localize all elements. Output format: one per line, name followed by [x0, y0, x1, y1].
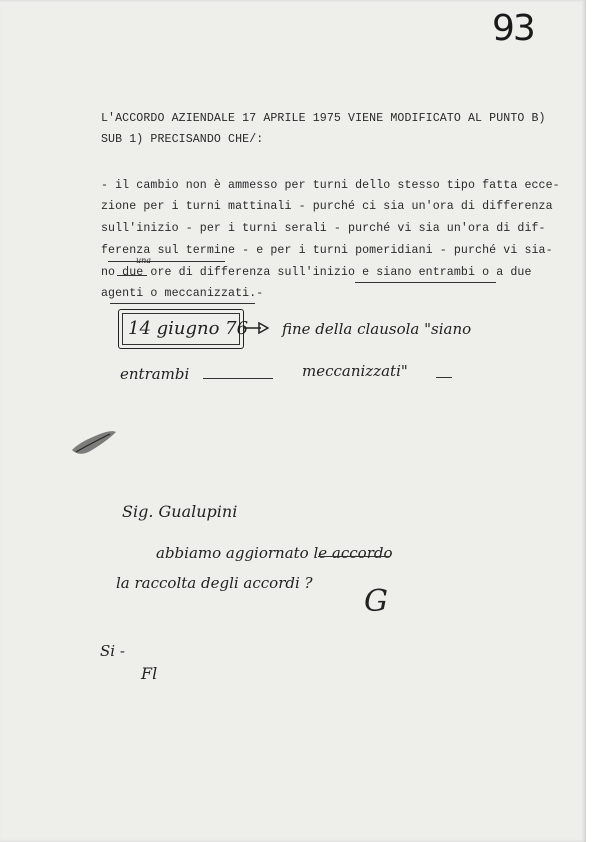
handwritten-question-line-1: abbiamo aggiornato le accordo: [156, 544, 393, 562]
handwritten-date: 14 giugno 76: [128, 318, 249, 339]
handwritten-dash: [436, 377, 452, 378]
handwritten-continuation-end: meccanizzati": [302, 362, 408, 380]
handwritten-answer-initial: Fl: [141, 664, 158, 683]
body-line-2: zione per i turni mattinali - purché ci sia un'ora di differenza: [101, 200, 553, 213]
ink-smudge: [70, 424, 118, 458]
body-line-5: no due ore di differenza sull'inizio e siano entrambi o a due: [101, 266, 532, 279]
strike-through-mark: [318, 556, 390, 557]
handwritten-note: fine della clausola "siano: [282, 320, 472, 338]
handwritten-greeting: Sig. Gualupini: [122, 502, 238, 521]
strike-through-mark: [117, 275, 147, 276]
handwritten-initial: G: [364, 584, 388, 619]
body-line-3: sull'inizio - per i turni serali - purché vi sia un'ora di dif-: [101, 222, 546, 235]
body-line-1: - il cambio non è ammesso per turni dello stesso tipo fatta ecce-: [101, 179, 560, 192]
underline-mark: [110, 303, 255, 304]
arrow-icon: [243, 320, 269, 336]
handwritten-insert: una: [136, 256, 152, 265]
handwritten-question-line-2: la raccolta degli accordi ?: [116, 574, 313, 592]
heading-line-1: L'ACCORDO AZIENDALE 17 APRILE 1975 VIENE MODIFICATO AL PUNTO B): [101, 112, 546, 125]
handwritten-continuation: entrambi: [120, 365, 190, 383]
underline-mark: [355, 282, 496, 283]
underline-mark: [108, 261, 225, 262]
page-number: 93: [492, 8, 534, 49]
heading-line-2: SUB 1) PRECISANDO CHE/:: [101, 133, 264, 146]
body-line-6: agenti o meccanizzati.-: [101, 287, 264, 300]
page-margin: [586, 0, 612, 842]
handwritten-dash: [203, 378, 273, 379]
body-line-4: ferenza sul termine - e per i turni pomeridiani - purché vi sia-: [101, 244, 553, 257]
handwritten-answer: Si -: [100, 642, 125, 660]
